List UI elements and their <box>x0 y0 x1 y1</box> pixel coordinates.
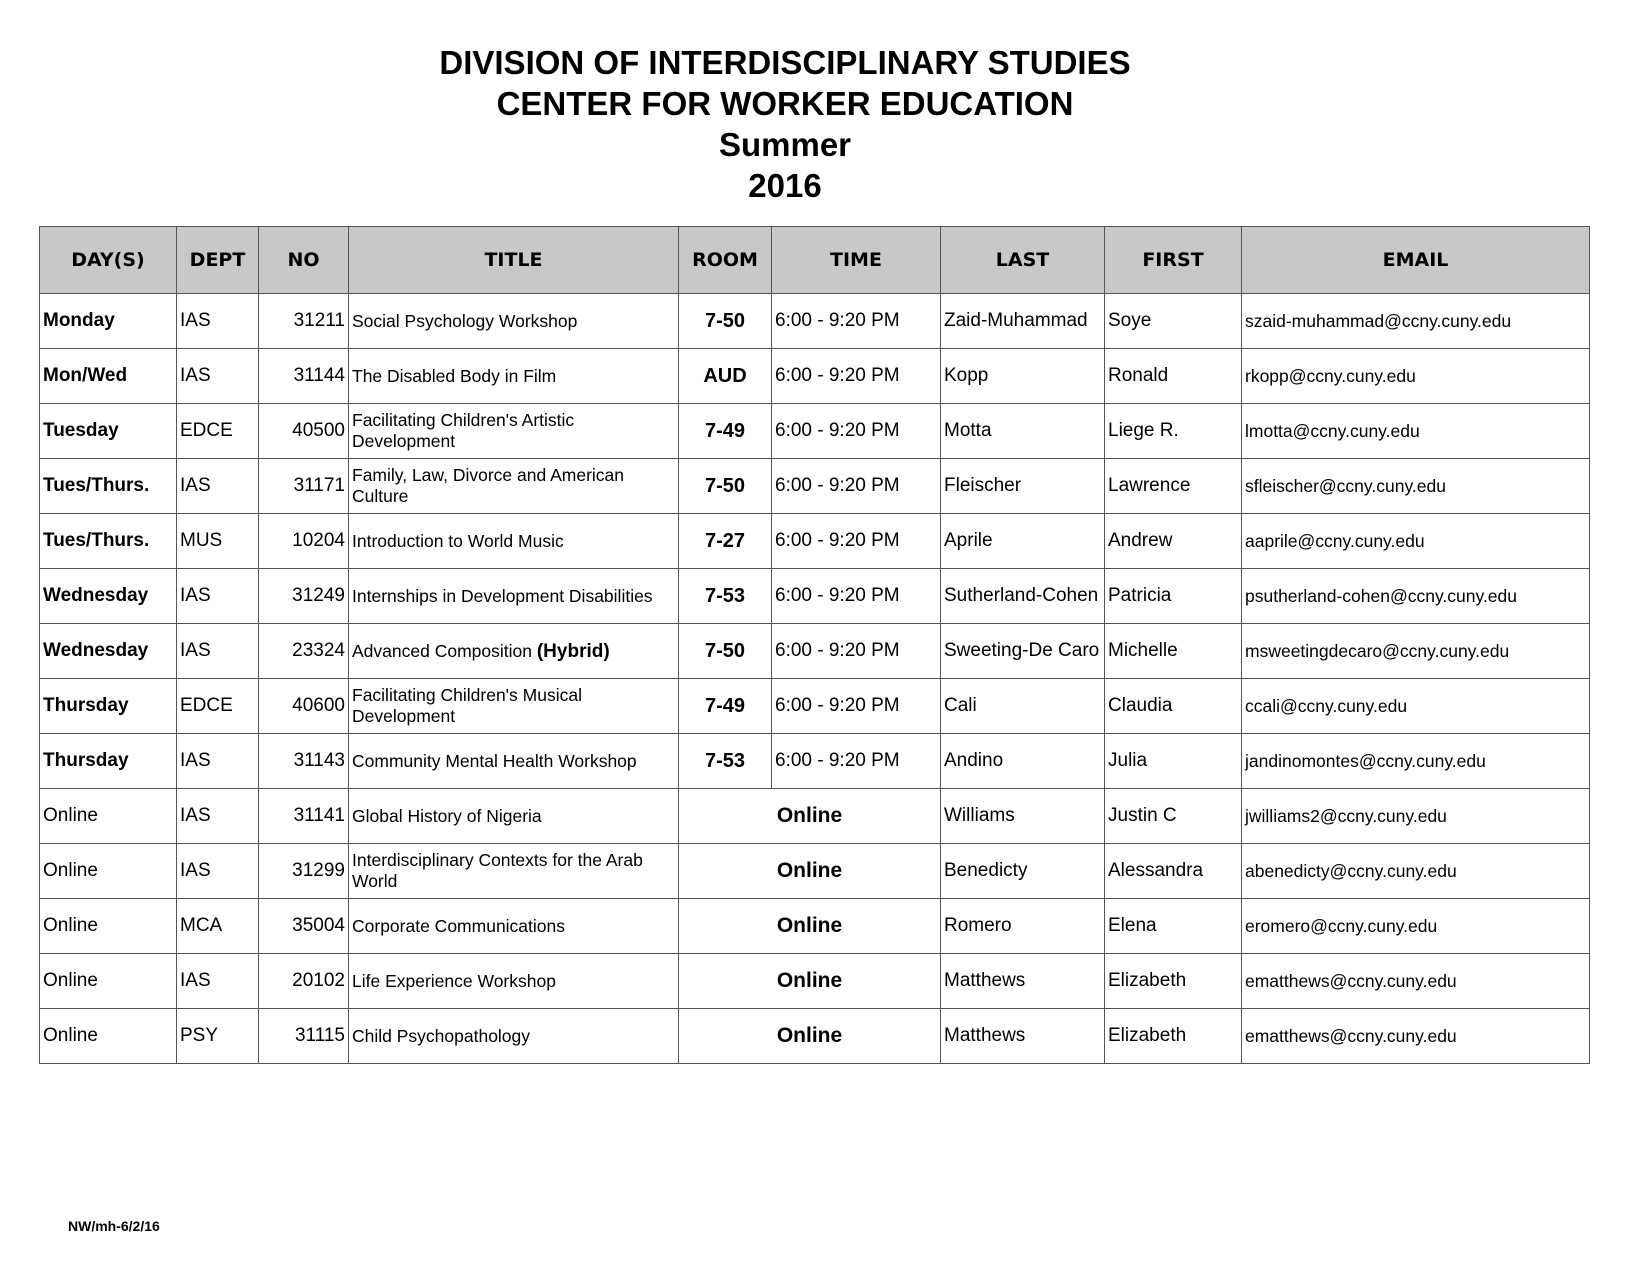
cell-room: 7-49 <box>679 679 772 734</box>
table-row <box>40 844 1590 899</box>
col-header-no: NO <box>259 227 349 294</box>
cell-title <box>349 624 679 679</box>
cell-first: Andrew <box>1105 514 1242 569</box>
cell-day: Online <box>40 789 177 844</box>
cell-title: The Disabled Body in Film <box>349 349 679 404</box>
cell-dept: IAS <box>177 954 259 1009</box>
cell-email: lmotta@ccny.cuny.edu <box>1242 404 1590 459</box>
cell-day: Wednesday <box>40 569 177 624</box>
cell-no: 23324 <box>259 624 349 679</box>
cell-time: 6:00 - 9:20 PM <box>772 349 941 404</box>
cell-online: Online <box>679 954 941 1009</box>
cell-dept: IAS <box>177 844 259 899</box>
cell-title: Interdisciplinary Contexts for the Arab World <box>349 844 679 899</box>
cell-email: aaprile@ccny.cuny.edu <box>1242 514 1590 569</box>
cell-title: Corporate Communications <box>349 899 679 954</box>
cell-email: ccali@ccny.cuny.edu <box>1242 679 1590 734</box>
cell-last: Sweeting-De Caro <box>941 624 1105 679</box>
cell-email: jwilliams2@ccny.cuny.edu <box>1242 789 1590 844</box>
cell-first: Alessandra <box>1105 844 1242 899</box>
cell-online: Online <box>679 1009 941 1064</box>
header-center: CENTER FOR WORKER EDUCATION <box>496 85 1074 122</box>
cell-last: Aprile <box>941 514 1105 569</box>
cell-title: Facilitating Children's Musical Development <box>349 679 679 734</box>
cell-last: Zaid-Muhammad <box>941 294 1105 349</box>
cell-email: sfleischer@ccny.cuny.edu <box>1242 459 1590 514</box>
cell-online: Online <box>679 899 941 954</box>
cell-room: 7-50 <box>679 459 772 514</box>
table-row <box>40 514 1590 569</box>
cell-room: 7-53 <box>679 569 772 624</box>
cell-time: 6:00 - 9:20 PM <box>772 459 941 514</box>
table-row <box>40 569 1590 624</box>
cell-no: 31141 <box>259 789 349 844</box>
cell-last: Matthews <box>941 1009 1105 1064</box>
cell-first: Elizabeth <box>1105 954 1242 1009</box>
cell-no: 20102 <box>259 954 349 1009</box>
cell-first: Claudia <box>1105 679 1242 734</box>
cell-first: Julia <box>1105 734 1242 789</box>
cell-no: 31115 <box>259 1009 349 1064</box>
cell-first: Ronald <box>1105 349 1242 404</box>
table-header-row <box>40 227 1590 294</box>
cell-first: Lawrence <box>1105 459 1242 514</box>
cell-title: Life Experience Workshop <box>349 954 679 1009</box>
cell-no: 40600 <box>259 679 349 734</box>
cell-first: Patricia <box>1105 569 1242 624</box>
cell-online: Online <box>679 844 941 899</box>
cell-dept: EDCE <box>177 404 259 459</box>
table-row <box>40 459 1590 514</box>
cell-last: Romero <box>941 899 1105 954</box>
cell-day: Online <box>40 899 177 954</box>
cell-title: Social Psychology Workshop <box>349 294 679 349</box>
col-header-room: ROOM <box>679 227 772 294</box>
cell-no: 31143 <box>259 734 349 789</box>
cell-email: szaid-muhammad@ccny.cuny.edu <box>1242 294 1590 349</box>
cell-day: Wednesday <box>40 624 177 679</box>
col-header-dept: DEPT <box>177 227 259 294</box>
header-term: Summer <box>718 126 852 163</box>
table-row <box>40 899 1590 954</box>
cell-day: Tues/Thurs. <box>40 459 177 514</box>
cell-last: Kopp <box>941 349 1105 404</box>
cell-last: Cali <box>941 679 1105 734</box>
cell-room: AUD <box>679 349 772 404</box>
cell-online: Online <box>679 789 941 844</box>
table-row <box>40 679 1590 734</box>
cell-time: 6:00 - 9:20 PM <box>772 624 941 679</box>
table-row <box>40 404 1590 459</box>
cell-first: Michelle <box>1105 624 1242 679</box>
cell-room: 7-49 <box>679 404 772 459</box>
header-year: 2016 <box>748 167 822 204</box>
cell-title: Community Mental Health Workshop <box>349 734 679 789</box>
cell-title: Child Psychopathology <box>349 1009 679 1064</box>
cell-last: Sutherland-Cohen <box>941 569 1105 624</box>
cell-last: Motta <box>941 404 1105 459</box>
cell-dept: IAS <box>177 624 259 679</box>
revision-note: NW/mh-6/2/16 <box>68 1218 160 1234</box>
col-header-time: TIME <box>772 227 941 294</box>
cell-no: 31171 <box>259 459 349 514</box>
cell-email: rkopp@ccny.cuny.edu <box>1242 349 1590 404</box>
table-row <box>40 294 1590 349</box>
cell-dept: EDCE <box>177 679 259 734</box>
table-row <box>40 954 1590 1009</box>
cell-no: 31144 <box>259 349 349 404</box>
cell-dept: MCA <box>177 899 259 954</box>
col-header-last: LAST <box>941 227 1105 294</box>
cell-last: Matthews <box>941 954 1105 1009</box>
cell-room: 7-27 <box>679 514 772 569</box>
course-schedule-table <box>39 226 1590 1064</box>
cell-day: Mon/Wed <box>40 349 177 404</box>
col-header-first: FIRST <box>1105 227 1242 294</box>
cell-no: 31211 <box>259 294 349 349</box>
cell-title: Introduction to World Music <box>349 514 679 569</box>
cell-no: 31249 <box>259 569 349 624</box>
cell-dept: IAS <box>177 734 259 789</box>
cell-last: Benedicty <box>941 844 1105 899</box>
cell-first: Justin C <box>1105 789 1242 844</box>
cell-day: Online <box>40 844 177 899</box>
cell-day: Tues/Thurs. <box>40 514 177 569</box>
cell-email: ematthews@ccny.cuny.edu <box>1242 954 1590 1009</box>
cell-dept: IAS <box>177 349 259 404</box>
table-row <box>40 1009 1590 1064</box>
title-text: Advanced Composition <box>352 640 532 661</box>
document-header <box>0 42 1570 206</box>
cell-time: 6:00 - 9:20 PM <box>772 514 941 569</box>
cell-day: Online <box>40 1009 177 1064</box>
cell-last: Williams <box>941 789 1105 844</box>
cell-last: Andino <box>941 734 1105 789</box>
col-header-email: EMAIL <box>1242 227 1590 294</box>
cell-no: 31299 <box>259 844 349 899</box>
header-division: DIVISION OF INTERDISCIPLINARY STUDIES <box>439 44 1131 81</box>
cell-no: 40500 <box>259 404 349 459</box>
cell-no: 10204 <box>259 514 349 569</box>
table-row <box>40 624 1590 679</box>
cell-title: Family, Law, Divorce and American Culture <box>349 459 679 514</box>
table-row <box>40 734 1590 789</box>
cell-first: Soye <box>1105 294 1242 349</box>
cell-title: Facilitating Children's Artistic Development <box>349 404 679 459</box>
cell-time: 6:00 - 9:20 PM <box>772 679 941 734</box>
hybrid-label: (Hybrid) <box>536 640 610 662</box>
cell-email: ematthews@ccny.cuny.edu <box>1242 1009 1590 1064</box>
cell-time: 6:00 - 9:20 PM <box>772 569 941 624</box>
cell-day: Tuesday <box>40 404 177 459</box>
cell-day: Thursday <box>40 679 177 734</box>
col-header-title: TITLE <box>349 227 679 294</box>
col-header-days: DAY(S) <box>40 227 177 294</box>
cell-day: Online <box>40 954 177 1009</box>
table-row <box>40 349 1590 404</box>
cell-time: 6:00 - 9:20 PM <box>772 404 941 459</box>
cell-time: 6:00 - 9:20 PM <box>772 734 941 789</box>
cell-email: abenedicty@ccny.cuny.edu <box>1242 844 1590 899</box>
cell-dept: IAS <box>177 569 259 624</box>
cell-email: eromero@ccny.cuny.edu <box>1242 899 1590 954</box>
cell-dept: PSY <box>177 1009 259 1064</box>
cell-room: 7-53 <box>679 734 772 789</box>
cell-dept: MUS <box>177 514 259 569</box>
cell-title: Global History of Nigeria <box>349 789 679 844</box>
cell-no: 35004 <box>259 899 349 954</box>
cell-first: Elena <box>1105 899 1242 954</box>
cell-title: Internships in Development Disabilities <box>349 569 679 624</box>
cell-email: msweetingdecaro@ccny.cuny.edu <box>1242 624 1590 679</box>
cell-dept: IAS <box>177 789 259 844</box>
cell-first: Liege R. <box>1105 404 1242 459</box>
table-row <box>40 789 1590 844</box>
cell-first: Elizabeth <box>1105 1009 1242 1064</box>
cell-email: jandinomontes@ccny.cuny.edu <box>1242 734 1590 789</box>
cell-time: 6:00 - 9:20 PM <box>772 294 941 349</box>
cell-email: psutherland-cohen@ccny.cuny.edu <box>1242 569 1590 624</box>
cell-dept: IAS <box>177 459 259 514</box>
cell-day: Thursday <box>40 734 177 789</box>
cell-last: Fleischer <box>941 459 1105 514</box>
cell-dept: IAS <box>177 294 259 349</box>
cell-room: 7-50 <box>679 624 772 679</box>
cell-day: Monday <box>40 294 177 349</box>
cell-room: 7-50 <box>679 294 772 349</box>
